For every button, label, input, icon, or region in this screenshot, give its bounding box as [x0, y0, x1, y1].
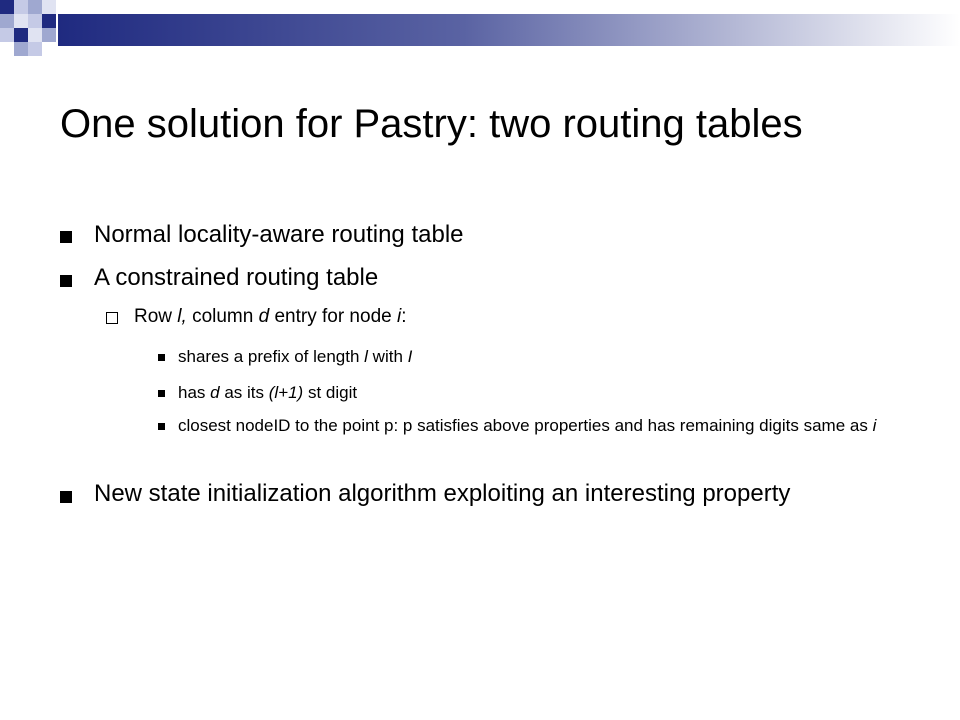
text-run: (l+1) [268, 383, 304, 402]
bullet-level-1-icon [60, 491, 72, 503]
text-run: i [396, 306, 402, 327]
bullet-item [134, 304, 407, 330]
text-run: as its [219, 383, 269, 402]
bullet-level-3-icon [158, 354, 165, 361]
text-run: d [210, 383, 220, 402]
bullet-item [94, 477, 914, 511]
bullet-level-2-icon [106, 312, 118, 324]
bullet-level-1-icon [60, 275, 72, 287]
text-run: i [872, 416, 877, 435]
bullet-item [94, 261, 914, 295]
slide-title: One solution for Pastry: two routing tables [60, 102, 803, 146]
text-run: I [407, 347, 413, 366]
decorative-header-bar [0, 0, 960, 70]
text-run: New state initialization algorithm exploiting an interesting property [94, 480, 791, 507]
text-run: Normal locality-aware routing table [94, 221, 464, 248]
bullet-level-1-icon [60, 231, 72, 243]
bullet-item [94, 218, 914, 252]
text-run: l, [177, 306, 187, 327]
text-run: Row [134, 306, 178, 327]
text-run: l [364, 347, 368, 366]
text-run: d [258, 306, 270, 327]
bullet-item [178, 413, 898, 439]
bullet-level-3-icon [158, 390, 165, 397]
text-run: has [178, 383, 211, 402]
bullet-item [178, 380, 898, 406]
text-run: entry for node [269, 306, 397, 327]
text-run: with [367, 347, 408, 366]
bullet-level-3-icon [158, 423, 165, 430]
text-run: st digit [303, 383, 358, 402]
text-run: closest nodeID to the point p: p satisfies above properties and has remaining digits same as [178, 416, 873, 435]
text-run: shares a prefix of length [178, 347, 365, 366]
text-run: : [401, 306, 407, 327]
bullet-item [178, 344, 898, 370]
text-run: column [186, 306, 259, 327]
text-run: A constrained routing table [94, 264, 379, 291]
